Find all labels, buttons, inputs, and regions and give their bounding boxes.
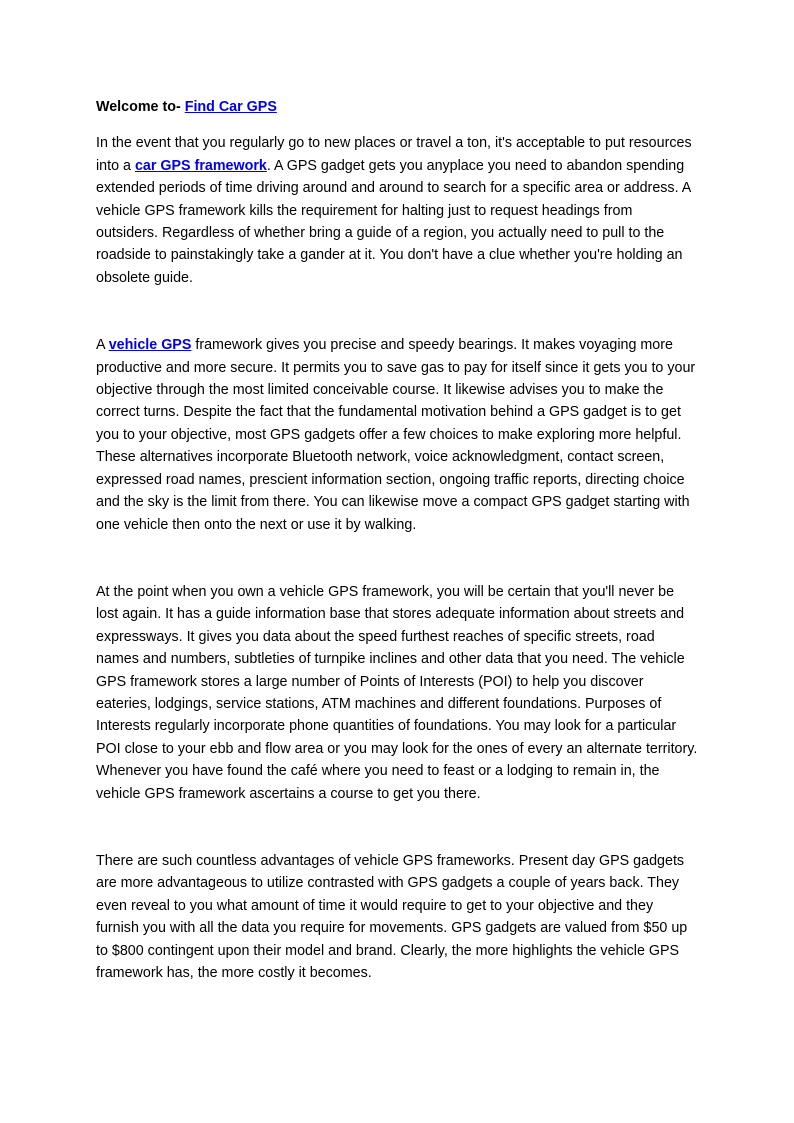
paragraph-2-text-before: A xyxy=(96,337,109,354)
car-gps-framework-link[interactable]: car GPS framework xyxy=(134,157,267,174)
paragraph-1 xyxy=(96,132,698,289)
paragraph-2 xyxy=(96,334,698,536)
paragraph-2-text-after: framework gives you precise and speedy bearings. It makes voyaging more productive and more secure. It permits you to save gas to pay for itself since it gets you to your objective through the most limited conceivable course. It likewise advises you to make the correct turns. Despite the fact that the fundamental motivation behind a GPS gadget is to get you to your objective, most GPS gadgets offer a few choices to make exploring more helpful. These alternatives incorporate Bluetooth network, voice acknowledgment, contact screen, expressed road names, prescient information section, ongoing traffic reports, directing choice and the sky is the limit from there. You can likewise move a compact GPS gadget starting with one vehicle then onto the next or use it by walking. xyxy=(96,337,696,533)
find-car-gps-link[interactable]: Find Car GPS xyxy=(184,99,277,115)
title-prefix: Welcome to- xyxy=(96,99,185,115)
vehicle-gps-link[interactable]: vehicle GPS xyxy=(108,337,192,354)
paragraph-1-text-after: . A GPS gadget gets you anyplace you need to abandon spending extended periods of time driving around and around to search for a specific area or address. A vehicle GPS framework kills the requirement for halting just to request headings from outsiders. Regardless of whether bring a guide of a region, you actually need to pull to the roadside to painstakingly take a gander at it. You don't have a clue whether you're holding an obsolete guide. xyxy=(96,157,691,286)
document-title xyxy=(96,96,698,118)
paragraph-1-text-before: In the event that you regularly go to new places or travel a ton, it's acceptable to put resources into a xyxy=(96,135,692,174)
paragraph-4: There are such countless advantages of vehicle GPS frameworks. Present day GPS gadgets are more advantageous to utilize contrasted with GPS gadgets a couple of years back. They even reveal to you what amount of time it would require to get to your objective and they furnish you with all the data you require for movements. GPS gadgets are valued from $50 up to $800 contingent upon their model and brand. Clearly, the more highlights the vehicle GPS framework has, the more costly it becomes. xyxy=(96,852,688,981)
document-page xyxy=(96,96,698,984)
paragraph-3: At the point when you own a vehicle GPS framework, you will be certain that you'll never be lost again. It has a guide information base that stores adequate information about streets and expressways. It gives you data about the speed furthest reaches of specific streets, road names and numbers, subtleties of turnpike inclines and other data that you need. The vehicle GPS framework stores a large number of Points of Interests (POI) to help you discover eateries, lodgings, service stations, ATM machines and different foundations. Purposes of Interests regularly incorporate phone quantities of foundations. You may look for a particular POI close to your ebb and flow area or you may look for the ones of every an alternate territory. Whenever you have found the café where you need to feast or a lodging to remain in, the vehicle GPS framework ascertains a course to get you there. xyxy=(96,583,698,802)
